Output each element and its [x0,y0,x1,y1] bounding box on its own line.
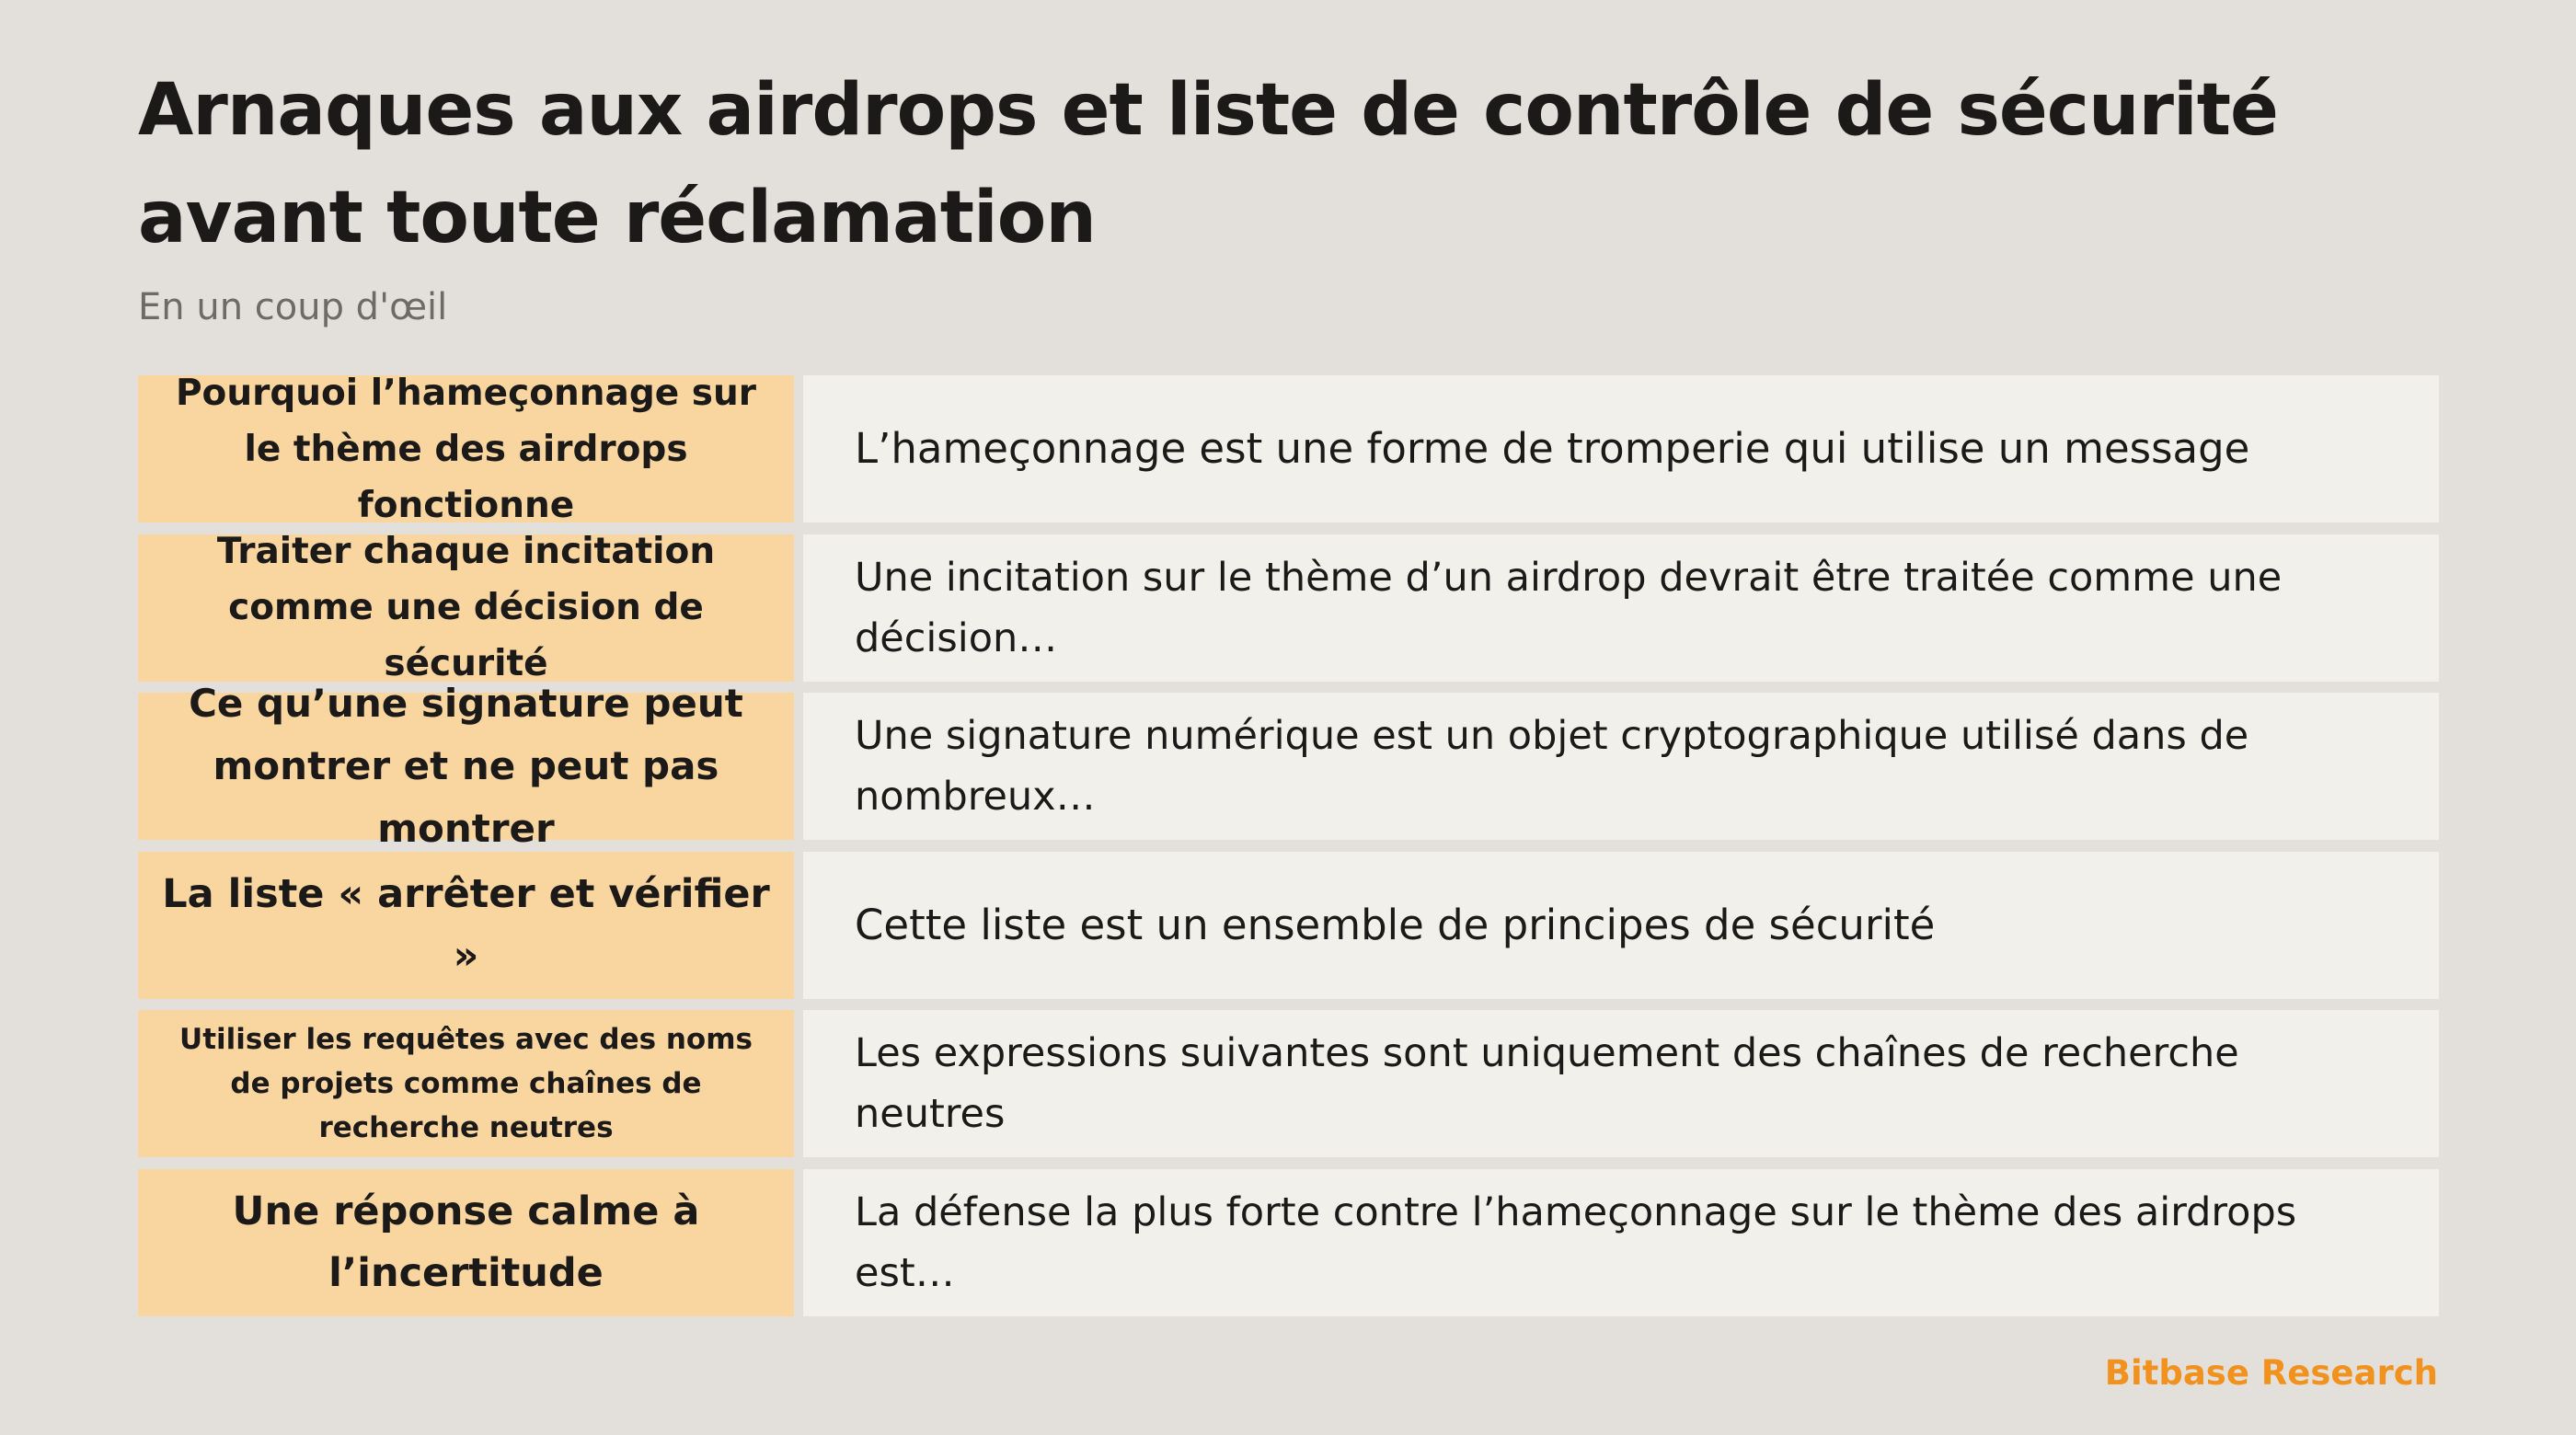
summary-row [138,1010,2439,1157]
row-text: Les expressions suivantes sont uniquement des chaînes de recherche neutres [855,1030,2239,1138]
row-label: Pourquoi l’hameçonnage sur le thème des airdrops fonctionne [175,372,757,526]
row-label-cell [138,1169,794,1316]
row-text-cell [803,1010,2439,1157]
row-label-cell [138,681,794,852]
row-text-cell [803,1169,2439,1316]
page-title: Arnaques aux airdrops et liste de contrôle de sécurité avant toute réclamation [138,69,2278,259]
row-label: Traiter chaque incitation comme une décision de sécurité [216,531,716,685]
row-label-cell [138,531,794,685]
summary-row [138,852,2439,999]
row-label-cell [138,852,794,999]
row-label-cell [138,372,794,526]
brand-footer: Bitbase Research [2104,1353,2438,1393]
row-text-cell [803,534,2439,682]
row-label: La liste « arrêter et vérifier » [162,870,770,979]
row-text-cell [803,693,2439,840]
row-text: Cette liste est un ensemble de principes de sécurité [855,900,1936,949]
row-label-cell [138,1010,794,1157]
row-text-cell [803,852,2439,999]
row-label: Une réponse calme à l’incertitude [232,1188,700,1296]
summary-row [138,372,2439,526]
summary-row [138,531,2439,685]
summary-row [138,1169,2439,1316]
row-text-cell [803,375,2439,522]
row-text: L’hameçonnage est une forme de tromperie qui utilise un message [855,424,2250,473]
row-text: Une signature numérique est un objet cryptographique utilisé dans de nombreux… [855,713,2249,821]
summary-row [138,681,2439,852]
row-label: Utiliser les requêtes avec des noms de projets comme chaînes de recherche neutres [179,1023,753,1145]
row-text: Une incitation sur le thème d’un airdrop devrait être traitée comme une décision… [855,554,2283,661]
row-label: Ce qu’une signature peut montrer et ne peut pas montrer [189,681,743,852]
page-subtitle: En un coup d'œil [138,286,448,328]
row-text: La défense la plus forte contre l’hameçonnage sur le thème des airdrops est… [855,1188,2297,1296]
summary-table [138,372,2439,1328]
